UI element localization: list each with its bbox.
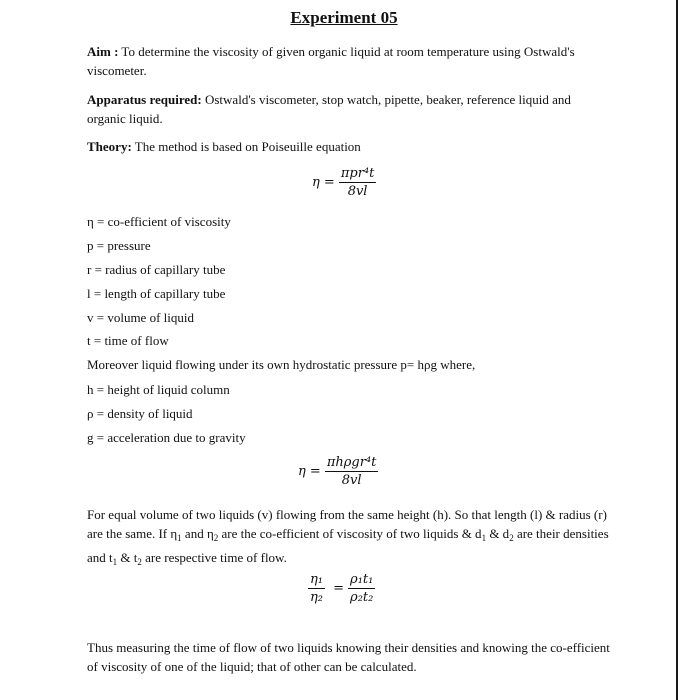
equation2-fraction xyxy=(325,455,379,488)
definition2-item: ρ = density of liquid xyxy=(87,406,193,421)
ratio-rhs-denominator: ρ₂t₂ xyxy=(350,590,374,605)
equal-sub-5: 1 xyxy=(112,557,118,567)
equation1-lhs: η = xyxy=(312,175,335,190)
equal-text-3: are the co-efficient of viscosity of two liquids & d xyxy=(218,526,482,541)
poiseuille-equation xyxy=(312,166,376,199)
apparatus-label: Apparatus required: xyxy=(87,92,202,107)
equal-text-6: & t xyxy=(117,550,138,565)
conclusion-paragraph: Thus measuring the time of flow of two liquids knowing their densities and knowing the co-efficient of viscosity of one of the liquid; that of other can be calculated. xyxy=(87,640,610,674)
equation1-numerator: πpr⁴t xyxy=(340,166,375,181)
equal-volume-paragraph xyxy=(87,505,612,572)
aim-text: To determine the viscosity of given organic liquid at room temperature using Ostwald's viscometer. xyxy=(87,44,575,78)
apparatus-text: Ostwald's viscometer, stop watch, pipette, beaker, reference liquid and organic liquid. xyxy=(87,92,571,126)
equal-sub-6: 2 xyxy=(137,557,142,567)
equal-text-7: are respective time of flow. xyxy=(141,550,287,565)
ratio-rhs-numerator: ρ₁t₁ xyxy=(350,572,374,587)
page-border-line xyxy=(676,0,678,700)
aim-label: Aim : xyxy=(87,44,119,59)
apparatus-paragraph xyxy=(87,90,607,128)
theory-label: Theory: xyxy=(87,139,132,154)
equation2-lhs: η = xyxy=(298,464,321,479)
equation2-numerator: πhρgr⁴t xyxy=(326,455,377,470)
ratio-lhs-denominator: η₂ xyxy=(310,590,323,605)
theory-text: The method is based on Poiseuille equation xyxy=(131,139,361,154)
equal-sub-2: 2 xyxy=(213,533,219,543)
ratio-lhs-numerator: η₁ xyxy=(310,572,323,587)
ratio-equals: = xyxy=(333,581,345,596)
definition-item: p = pressure xyxy=(87,238,151,253)
ratio-rhs-fraction xyxy=(348,572,375,605)
moreover-text: Moreover liquid flowing under its own hydrostatic pressure p= hρg where, xyxy=(87,357,476,372)
page-title: Experiment 05 xyxy=(290,8,398,27)
equal-sub-3: 1 xyxy=(481,533,487,543)
definition-item: t = time of flow xyxy=(87,333,169,348)
hydrostatic-equation xyxy=(298,455,378,488)
equal-text-5: are their densities and t xyxy=(87,526,609,565)
aim-paragraph xyxy=(87,42,607,80)
definition-item: l = length of capillary tube xyxy=(87,286,226,301)
definition2-item: h = height of liquid column xyxy=(87,382,230,397)
equal-text-4: & d xyxy=(486,526,510,541)
definition-item: v = volume of liquid xyxy=(87,310,194,325)
definition2-item: g = acceleration due to gravity xyxy=(87,430,246,445)
ratio-lhs-fraction xyxy=(308,572,325,605)
theory-paragraph xyxy=(87,137,607,156)
equation1-denominator: 8vl xyxy=(347,184,368,199)
equal-sub-1: 1 xyxy=(177,533,182,543)
equation1-fraction xyxy=(339,166,377,199)
ratio-equation xyxy=(308,572,375,605)
equal-text-1: For equal volume of two liquids (v) flowing from the same height (h). So that length (l) & radius (r) are the same. If η xyxy=(87,507,607,541)
definition-item: r = radius of capillary tube xyxy=(87,262,226,277)
equal-text-2: and η xyxy=(181,526,214,541)
definition-item: η = co-efficient of viscosity xyxy=(87,214,231,229)
equal-sub-4: 2 xyxy=(509,533,514,543)
equation2-denominator: 8vl xyxy=(341,473,362,488)
